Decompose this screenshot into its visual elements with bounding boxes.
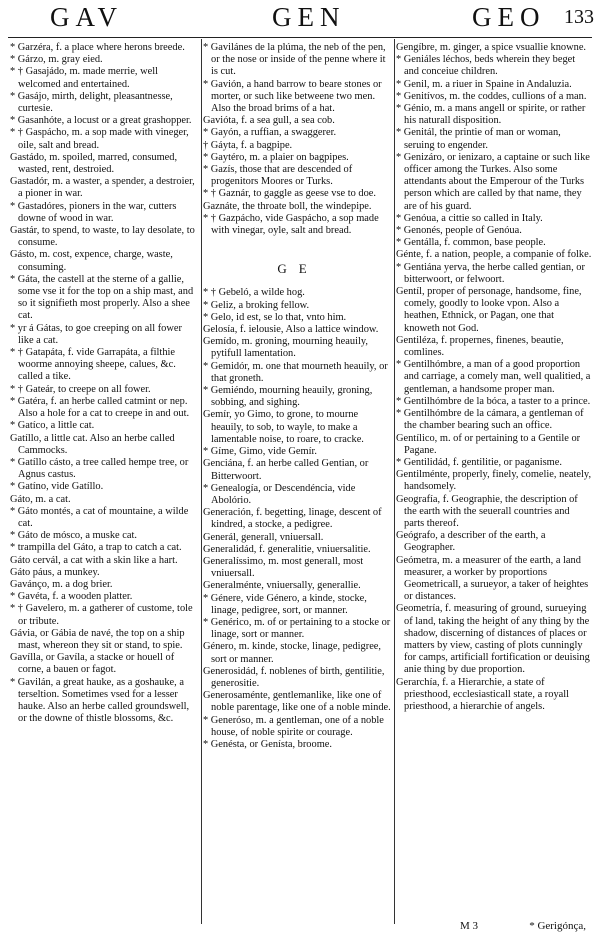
- dictionary-entry: Gentilménte, properly, finely, comelie, neately, handsomely.: [396, 469, 592, 493]
- dictionary-entry: * Gavilán, a great hauke, as a goshauke, a terseltion. Sometimes vsed for a lesser hauke. Also an herbe called groundswell, or the downe of thistle blossoms, &c.: [10, 676, 190, 725]
- dictionary-entry: * Gentilidád, f. gentilitie, or paganisme.: [396, 456, 562, 468]
- dictionary-entry: * Gasanhóte, a locust or a great grashopper.: [10, 115, 192, 127]
- dictionary-entry: * Génere, vide Género, a kinde, stocke, linage, pedigree, sort, or manner.: [203, 592, 367, 616]
- header-left-guideword: GAV: [50, 2, 124, 32]
- dictionary-entry: Gastádo, m. spoiled, marred, consumed, wasted, rent, destroied.: [10, 151, 178, 176]
- dictionary-entry: * Genésta, or Genísta, broome.: [203, 738, 332, 750]
- section-heading: GE: [277, 261, 319, 277]
- dictionary-entry: Generál, generall, vniuersall.: [203, 531, 324, 543]
- dictionary-entry: * Gaytéro, m. a plaier on bagpipes.: [203, 151, 349, 163]
- dictionary-entry: * yr á Gátas, to goe creeping on all fower like a cat.: [10, 322, 182, 346]
- catchword: * Gerigónça,: [529, 920, 586, 932]
- dictionary-entry: Gastár, to spend, to waste, to lay desolate, to consume.: [10, 225, 195, 249]
- header-rule: [8, 37, 592, 38]
- dictionary-entry: * Gelo, id est, se lo that, vnto him.: [203, 311, 347, 323]
- dictionary-entry: * Genitívos, m. the coddes, cullions of a man.: [396, 90, 587, 102]
- dictionary-entry: Gengíbre, m. ginger, a spice vsuallie knowne.: [396, 42, 587, 53]
- column-1: [10, 42, 200, 922]
- dictionary-entry: Gemír, yo Gimo, to grone, to mourne heauily, to sob, to wayle, to make a lamentable noise, to roare, to cracke.: [203, 409, 364, 445]
- column-divider-2: [394, 39, 395, 924]
- dictionary-entry: * Genóua, a cittie so called in Italy.: [396, 212, 543, 224]
- dictionary-entry: Geografía, f. Geographie, the description of the earth with the seuerall countries and parts thereof.: [396, 493, 578, 529]
- dictionary-entry: Gerarchía, f. a Hierarchie, a state of priesthood, ecclesiasticall state, a royall priesthood, a hierarchie of angels.: [396, 676, 570, 712]
- dictionary-entry: Geometría, f. measuring of ground, surueying of land, taking the height of any thing by the shadow, discerning of distances of places or matters by view, casting of plots cunningly for camps, artificiall fortification or deuising anie thing by due proportion.: [396, 603, 590, 676]
- dictionary-entry: * Gemiéndo, mourning heauily, groning, sobbing, and sighing.: [203, 385, 373, 409]
- dictionary-entry: * † Gazpácho, vide Gaspácho, a sop made with vinegar, oyle, salt and bread.: [203, 212, 379, 237]
- column-3: [396, 42, 592, 922]
- dictionary-entry: * Generóso, m. a gentleman, one of a noble house, of noble spirite or courage.: [203, 714, 384, 738]
- dictionary-entry: Generación, f. begetting, linage, descent of kindred, a stocke, a pedigree.: [203, 507, 382, 531]
- dictionary-entry: Gatíllo, a little cat. Also an herbe called Cammocks.: [10, 432, 175, 456]
- dictionary-entry: * Genérico, m. of or pertaining to a stocke or linage, sort or manner.: [203, 616, 391, 641]
- dictionary-entry: Gáto cervál, a cat with a skin like a hart.: [10, 554, 178, 566]
- page-footer: [400, 920, 592, 934]
- dictionary-entry: * Gáto de mósco, a muske cat.: [10, 530, 137, 542]
- dictionary-entry: Gavílla, or Gavíla, a stacke or houell of corne, a bauen or fagot.: [10, 652, 175, 676]
- dictionary-entry: * † Gavelero, m. a gatherer of custome, tole or tribute.: [10, 603, 193, 627]
- dictionary-entry: * Genil, m. a riuer in Spaine in Andaluzia.: [396, 78, 572, 90]
- dictionary-entry: Gásto, m. cost, expence, charge, waste, consuming.: [10, 249, 173, 273]
- dictionary-entry: Generalménte, vniuersally, generallie.: [203, 580, 361, 592]
- dictionary-entry: * Gentálla, f. common, base people.: [396, 237, 546, 249]
- dictionary-entry: * Gatéra, f. an herbe called catmint or nep. Also a hole for a cat to creepe in and out.: [10, 395, 190, 420]
- dictionary-entry: Génte, f. a nation, people, a companie of folke.: [396, 249, 592, 261]
- dictionary-entry: * † Gatapáta, f. vide Garrapáta, a filthie woorme annoying sheepe, calues, &c. called a tike.: [10, 347, 176, 383]
- dictionary-entry: * Gentilhómbre, a man of a good proportion and carriage, a comely man, well qualitied, a gentleman, a handsome proper man.: [396, 359, 591, 395]
- dictionary-entry: † Gáyta, f. a bagpipe.: [203, 139, 293, 151]
- dictionary-entry: * Gatíco, a little cat.: [10, 420, 95, 432]
- dictionary-entry: Gáto, m. a cat.: [10, 493, 71, 505]
- dictionary-entry: * Gatíno, vide Gatíllo.: [10, 481, 104, 493]
- header-center-guideword: GEN: [272, 2, 346, 32]
- dictionary-entry: * Gazís, those that are descended of progenitors Moores or Turks.: [203, 164, 353, 188]
- dictionary-entry: Geógrafo, a describer of the earth, a Geographer.: [396, 530, 546, 554]
- dictionary-entry: Generosaménte, gentlemanlike, like one of noble parentage, like one of a noble minde.: [203, 690, 391, 714]
- dictionary-entry: * Gentilhómbre de la bóca, a taster to a prince.: [396, 395, 591, 407]
- dictionary-entry: * Gáta, the castell at the sterne of a gallie, some vse it for the top on a ship mast, and so it signifieth most properly. Also a shee cat.: [10, 273, 194, 322]
- dictionary-entry: Gáto páus, a munkey.: [10, 566, 100, 578]
- dictionary-entry: * Garzéra, f. a place where herons breede.: [10, 42, 185, 53]
- dictionary-entry: * Gayón, a ruffian, a swaggerer.: [203, 127, 337, 139]
- dictionary-entry: * Gavéta, f. a wooden platter.: [10, 591, 133, 603]
- dictionary-entry: Generalidád, f. generalitie, vniuersalitie.: [203, 543, 371, 555]
- dictionary-entry: * † Gaspácho, m. a sop made with vineger, oile, salt and bread.: [10, 127, 189, 151]
- dictionary-entry: Generalíssimo, m. most generall, most vniuersall.: [203, 555, 364, 580]
- dictionary-entry: Gentílico, m. of or pertaining to a Gentile or Pagane.: [396, 432, 581, 456]
- dictionary-entry: Gastadór, m. a waster, a spender, a destroier, a pioner in war.: [10, 176, 195, 200]
- dictionary-entry: * Genonés, people of Genóua.: [396, 225, 522, 237]
- dictionary-entry: * Gárzo, m. gray eied.: [10, 54, 103, 66]
- dictionary-entry: Genciána, f. an herbe called Gentian, or Bitterwoort.: [203, 458, 369, 482]
- dictionary-entry: Generosidád, f. noblenes of birth, gentilitie, generositie.: [203, 665, 385, 689]
- dictionary-entry: Género, m. kinde, stocke, linage, pedigree, sort or manner.: [203, 641, 382, 665]
- column-2: [203, 42, 393, 922]
- dictionary-entry: * Gasájo, mirth, delight, pleasantnesse, curtesie.: [10, 90, 173, 115]
- dictionary-entry: * trampilla del Gáto, a trap to catch a cat.: [10, 542, 182, 554]
- dictionary-entry: * Geliz, a broking fellow.: [203, 299, 310, 311]
- dictionary-entry: Gaznáte, the throate boll, the windepipe.: [203, 200, 372, 212]
- dictionary-entry: * Gíme, Gimo, vide Gemír.: [203, 446, 317, 458]
- dictionary-entry: * Genizáro, or ienizaro, a captaine or such like officer among the Turkes. Also some attendants about the Emperour of the Turks person which are called by that name, they are of his guard.: [396, 151, 590, 212]
- dictionary-entry: Gavióta, f. a sea gull, a sea cob.: [203, 115, 335, 127]
- dictionary-entry: * Gemidór, m. one that mourneth heauily, or that groneth.: [203, 360, 388, 384]
- dictionary-entry: Gentiléza, f. propernes, finenes, beautie, comlines.: [396, 334, 564, 359]
- page-number: 133: [564, 6, 594, 28]
- dictionary-entry: * Gavión, a hand barrow to beare stones or morter, or such like betweene two men. Also the broad brims of a hat.: [203, 78, 382, 115]
- column-divider-1: [201, 39, 202, 924]
- dictionary-entry: * Gavilánes de la plúma, the neb of the pen, or the nose or inside of the penne where it is cut.: [203, 42, 386, 78]
- dictionary-entry: * † Gebeló, a wilde hog.: [203, 287, 305, 299]
- dictionary-entry: * Gáto montés, a cat of mountaine, a wilde cat.: [10, 505, 189, 529]
- dictionary-entry: * Gatíllo cásto, a tree called hempe tree, or Agnus castus.: [10, 456, 189, 481]
- dictionary-entry: * Gentiána yerva, the herbe called gentian, or bitterwoort, or felwoort.: [396, 261, 585, 285]
- dictionary-entry: * Génio, m. a mans angell or spirite, or rather his naturall disposition.: [396, 103, 586, 127]
- dictionary-entry: * Gentilhómbre de la cámara, a gentleman of the chamber bearing such an office.: [396, 408, 584, 432]
- dictionary-entry: * † Gasajádo, m. made merrie, well welcomed and entertained.: [10, 66, 159, 90]
- running-header: [14, 2, 594, 36]
- dictionary-entry: * Genitál, the printie of man or woman, seruing to engender.: [396, 127, 561, 151]
- dictionary-entry: * Gastadóres, pioners in the war, cutters downe of wood in war.: [10, 200, 177, 224]
- signature-mark: M 3: [460, 920, 479, 932]
- dictionary-entry: * Genealogía, or Descendéncia, vide Abolório.: [203, 482, 356, 506]
- dictionary-entry: Geómetra, m. a measurer of the earth, a land measurer, a worker by proportions Geometricall, a surueyor, a taker of heightes or distances.: [396, 554, 589, 603]
- dictionary-entry: * Geniáles léchos, beds wherein they beget and conceiue children.: [396, 54, 576, 78]
- header-right-guideword: GEO: [472, 2, 546, 32]
- dictionary-entry: Gelosía, f. ielousie, Also a lattice window.: [203, 324, 379, 336]
- dictionary-entry: Gentíl, proper of personage, handsome, fine, comely, goodly to looke vpon. Also a heathen, Ethnick, or Pagan, one that knoweth not God.: [396, 286, 582, 334]
- dictionary-entry: Gemído, m. groning, mourning heauily, pytifull lamentation.: [203, 336, 368, 360]
- dictionary-entry: Gávia, or Gábia de navé, the top on a ship mast, whereon they sit or stand, to spie.: [10, 627, 185, 651]
- dictionary-entry: * † Gateár, to creepe on all fower.: [10, 383, 151, 395]
- dictionary-entry: * † Gaznár, to gaggle as geese vse to doe.: [203, 188, 376, 200]
- dictionary-entry: Gavánço, m. a dog brier.: [10, 578, 113, 590]
